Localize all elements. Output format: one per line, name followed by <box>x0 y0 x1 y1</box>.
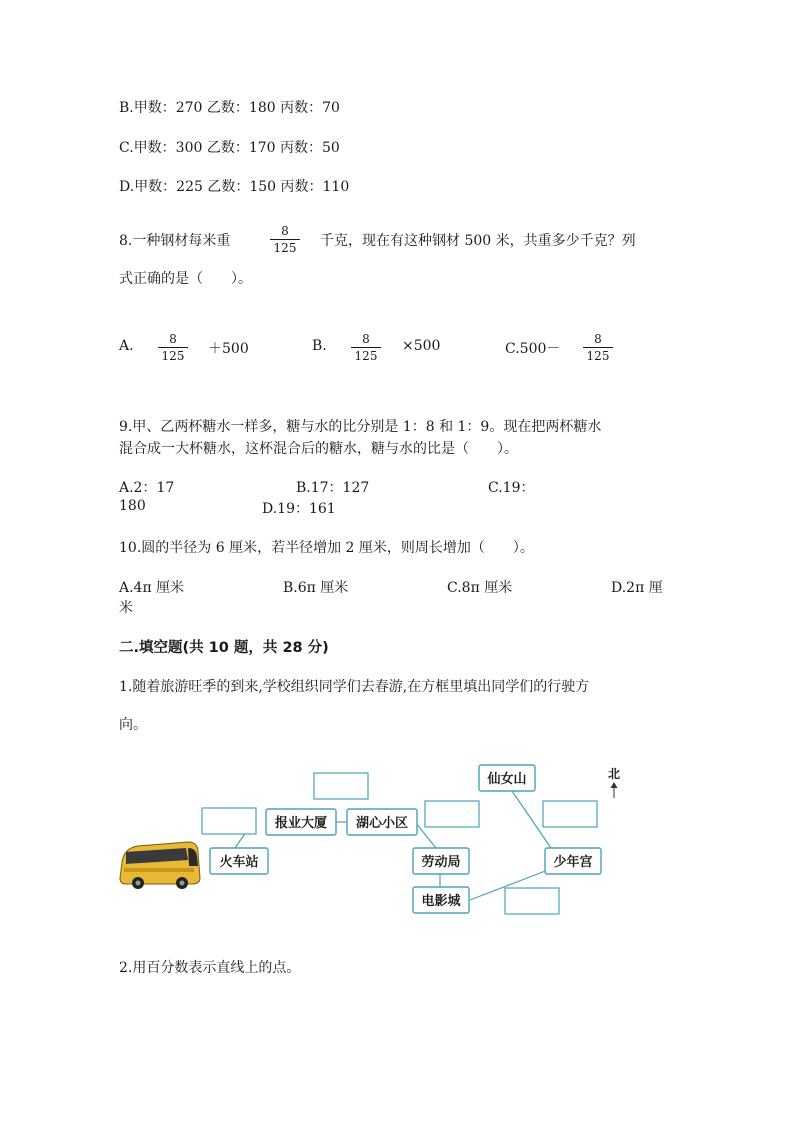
q8-fraction <box>268 224 302 255</box>
fraction-numerator: 8 <box>362 332 370 346</box>
answer-box-4[interactable] <box>543 801 597 827</box>
q10-option-b: B.6π 厘米 <box>283 580 349 596</box>
q8-stem-line2: 式正确的是（ ）。 <box>119 271 252 287</box>
q9-option-d: D.19：161 <box>262 501 336 517</box>
q8-stem-end: 千克，现在有这种钢材 500 米，共重多少千克？列 <box>320 233 636 249</box>
fill1-stem-line2: 向。 <box>119 717 147 733</box>
fraction-denominator: 125 <box>161 349 185 363</box>
answer-box-3[interactable] <box>425 801 479 827</box>
fraction-bar <box>351 347 381 348</box>
q9-option-c: C.19： <box>488 480 535 496</box>
q10-option-c: C.8π 厘米 <box>447 580 513 596</box>
q8-option-b-label: B. <box>312 338 327 354</box>
fraction-numerator: 8 <box>281 224 289 238</box>
q8-option-c-fraction <box>581 332 615 363</box>
fraction-numerator: 8 <box>169 332 177 346</box>
north-arrow-icon <box>608 767 620 798</box>
route-map-figure <box>118 760 638 930</box>
section-heading-fill-in: 二.填空题(共 10 题，共 28 分) <box>119 640 329 656</box>
fraction-bar <box>158 347 188 348</box>
answer-box-5[interactable] <box>505 888 559 914</box>
q8-stem-start: 8.一种钢材每米重 <box>119 233 231 249</box>
place-label-fairy-mountain: 仙女山 <box>487 772 527 787</box>
fraction-denominator: 125 <box>586 349 610 363</box>
q8-option-c-label: C.500－ <box>505 341 561 357</box>
q8-option-a-fraction <box>156 332 190 363</box>
answer-box-2[interactable] <box>202 808 256 834</box>
bus-icon <box>120 842 200 889</box>
q9-stem-line1: 9.甲、乙两杯糖水一样多，糖与水的比分别是 1：8 和 1：9。现在把两杯糖水 <box>119 419 602 435</box>
fill2-stem: 2.用百分数表示直线上的点。 <box>119 960 301 976</box>
place-label-newspaper-building: 报业大厦 <box>274 816 328 831</box>
fraction-denominator: 125 <box>354 349 378 363</box>
place-label-lake-district: 湖心小区 <box>355 816 409 831</box>
place-label-train-station: 火车站 <box>219 855 259 870</box>
q8-option-a-tail: ＋500 <box>208 341 249 357</box>
fraction-denominator: 125 <box>273 241 297 255</box>
q10-option-a: A.4π 厘米 <box>119 580 185 596</box>
place-label-youth-palace: 少年宫 <box>553 855 593 870</box>
q8-option-a-label: A. <box>119 338 134 354</box>
fill1-stem-line1: 1.随着旅游旺季的到来,学校组织同学们去春游,在方框里填出同学们的行驶方 <box>119 679 590 695</box>
q9-option-c-continued: 180 <box>119 498 146 514</box>
q9-option-b: B.17：127 <box>296 480 370 496</box>
q8-option-b-tail: ×500 <box>402 338 441 354</box>
fraction-bar <box>583 347 613 348</box>
q7-option-b: B.甲数：270 乙数：180 丙数：70 <box>119 100 340 116</box>
answer-box-1[interactable] <box>314 773 368 799</box>
q8-option-b-fraction <box>349 332 383 363</box>
place-label-cinema: 电影城 <box>421 894 461 909</box>
q9-stem-line2: 混合成一大杯糖水，这杯混合后的糖水，糖与水的比是（ ）。 <box>119 441 518 457</box>
place-label-labor-bureau: 劳动局 <box>421 855 461 870</box>
q10-stem: 10.圆的半径为 6 厘米，若半径增加 2 厘米，则周长增加（ ）。 <box>119 540 534 556</box>
q7-option-d: D.甲数：225 乙数：150 丙数：110 <box>119 179 350 195</box>
north-label: 北 <box>607 767 621 781</box>
fraction-numerator: 8 <box>594 332 602 346</box>
q9-option-a: A.2：17 <box>119 480 175 496</box>
q7-option-c: C.甲数：300 乙数：170 丙数：50 <box>119 140 340 156</box>
fraction-bar <box>270 239 300 240</box>
q10-option-d: D.2π 厘 <box>611 580 663 596</box>
q10-option-d-continued: 米 <box>119 600 133 616</box>
